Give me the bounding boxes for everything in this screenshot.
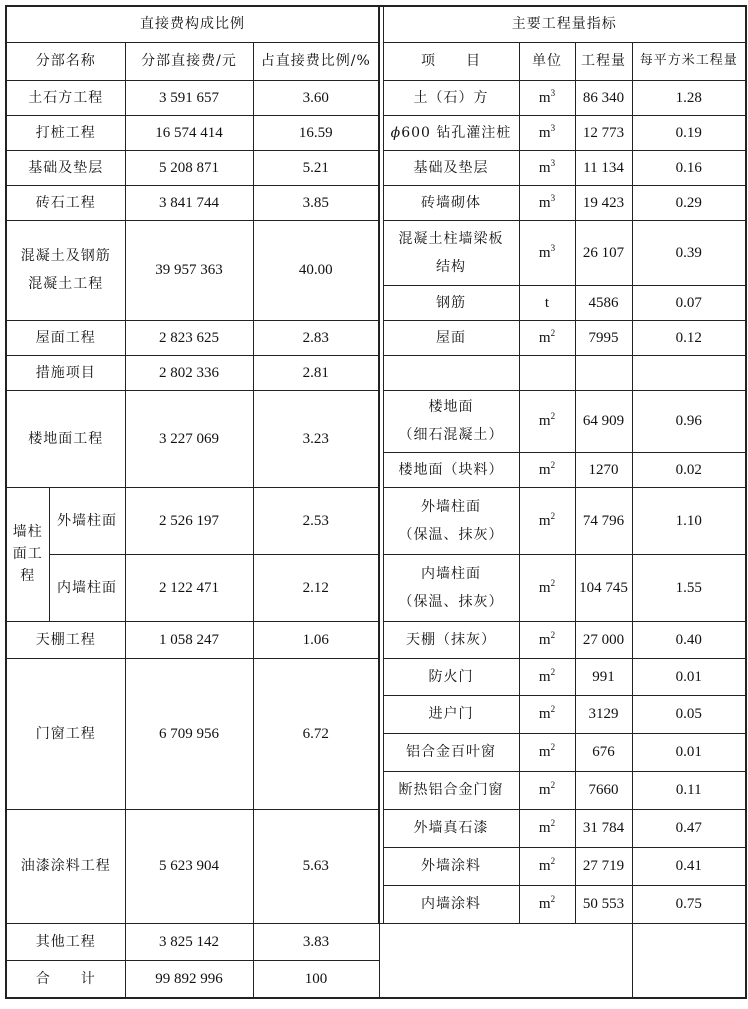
item-per-sqm: 0.11 (632, 771, 746, 809)
item-name: 防火门 (383, 658, 519, 695)
item-name: 楼地面（块料） (383, 452, 519, 487)
item-name: 土（石）方 (383, 80, 519, 115)
item-name: 断热铝合金门窗 (383, 771, 519, 809)
total-cost: 99 892 996 (125, 960, 253, 998)
table-row (6, 809, 746, 847)
item-name: 内墙柱面 （保温、抹灰） (383, 554, 519, 621)
cost-ratio: 2.81 (253, 355, 379, 390)
empty-cell (383, 355, 519, 390)
item-quantity: 50 553 (575, 885, 632, 923)
item-unit: $m^2$ (519, 320, 575, 355)
cost-ratio: 3.85 (253, 185, 379, 220)
total-label: 合 计 (6, 960, 125, 998)
division-name: 其他工程 (6, 923, 125, 960)
division-name: 打桩工程 (6, 115, 125, 150)
table-row (6, 923, 746, 960)
sub-division-name: 内墙柱面 (49, 554, 125, 621)
table-row (6, 150, 746, 185)
header-division-name: 分部名称 (6, 42, 125, 80)
empty-cell (632, 355, 746, 390)
empty-cell (575, 355, 632, 390)
division-cost: 5 623 904 (125, 809, 253, 923)
division-cost: 6 709 956 (125, 658, 253, 809)
item-unit: $m^2$ (519, 695, 575, 733)
item-unit: $m^2$ (519, 390, 575, 452)
division-cost: 3 591 657 (125, 80, 253, 115)
item-unit: $m^2$ (519, 452, 575, 487)
item-unit: $m^3$ (519, 150, 575, 185)
item-per-sqm: 0.75 (632, 885, 746, 923)
item-unit: $m^3$ (519, 220, 575, 285)
division-name: 措施项目 (6, 355, 125, 390)
item-per-sqm: 0.05 (632, 695, 746, 733)
item-unit: $m^3$ (519, 115, 575, 150)
division-cost: 39 957 363 (125, 220, 253, 320)
cost-ratio: 6.72 (253, 658, 379, 809)
item-quantity: 64 909 (575, 390, 632, 452)
item-unit: $m^2$ (519, 487, 575, 554)
division-cost: 3 841 744 (125, 185, 253, 220)
item-per-sqm: 0.29 (632, 185, 746, 220)
item-name: 外墙涂料 (383, 847, 519, 885)
item-quantity: 12 773 (575, 115, 632, 150)
cost-ratio: 40.00 (253, 220, 379, 320)
item-unit: t (519, 285, 575, 320)
item-per-sqm: 1.55 (632, 554, 746, 621)
table-row (6, 115, 746, 150)
total-ratio: 100 (253, 960, 379, 998)
division-name: 土石方工程 (6, 80, 125, 115)
item-name: ϕ600 钻孔灌注桩 (383, 115, 519, 150)
item-quantity: 27 719 (575, 847, 632, 885)
item-per-sqm: 0.02 (632, 452, 746, 487)
division-cost: 5 208 871 (125, 150, 253, 185)
item-name: 内墙涂料 (383, 885, 519, 923)
header-quantity: 工程量 (575, 42, 632, 80)
right-section-title: 主要工程量指标 (383, 6, 746, 42)
item-unit: $m^2$ (519, 771, 575, 809)
item-name: 外墙柱面 （保温、抹灰） (383, 487, 519, 554)
item-quantity: 104 745 (575, 554, 632, 621)
item-per-sqm: 1.28 (632, 80, 746, 115)
item-name: 楼地面 （细石混凝土） (383, 390, 519, 452)
item-quantity: 991 (575, 658, 632, 695)
header-unit: 单位 (519, 42, 575, 80)
wall-column-group-label: 墙柱 面工 程 (6, 487, 49, 621)
cost-ratio: 3.23 (253, 390, 379, 487)
division-name: 楼地面工程 (6, 390, 125, 487)
item-per-sqm: 0.19 (632, 115, 746, 150)
item-name: 进户门 (383, 695, 519, 733)
table-row-total (6, 960, 746, 998)
cost-ratio: 3.83 (253, 923, 379, 960)
table-row (6, 658, 746, 695)
item-quantity: 31 784 (575, 809, 632, 847)
item-name: 外墙真石漆 (383, 809, 519, 847)
item-per-sqm: 0.07 (632, 285, 746, 320)
item-unit: $m^2$ (519, 658, 575, 695)
item-per-sqm: 0.96 (632, 390, 746, 452)
item-quantity: 1270 (575, 452, 632, 487)
item-quantity: 27 000 (575, 621, 632, 658)
header-quantity-per-sqm: 每平方米工程量 (632, 42, 746, 80)
division-cost: 16 574 414 (125, 115, 253, 150)
item-quantity: 3129 (575, 695, 632, 733)
cost-table (5, 5, 747, 999)
left-section-title: 直接费构成比例 (6, 6, 379, 42)
cost-ratio: 16.59 (253, 115, 379, 150)
item-unit: $m^3$ (519, 185, 575, 220)
division-cost: 3 227 069 (125, 390, 253, 487)
item-unit: $m^3$ (519, 80, 575, 115)
item-unit: $m^2$ (519, 621, 575, 658)
division-name: 砖石工程 (6, 185, 125, 220)
division-name: 基础及垫层 (6, 150, 125, 185)
item-per-sqm: 0.01 (632, 658, 746, 695)
item-unit: $m^2$ (519, 554, 575, 621)
division-name: 屋面工程 (6, 320, 125, 355)
division-cost: 2 122 471 (125, 554, 253, 621)
item-per-sqm: 0.12 (632, 320, 746, 355)
item-name: 砖墙砌体 (383, 185, 519, 220)
division-cost: 3 825 142 (125, 923, 253, 960)
item-quantity: 74 796 (575, 487, 632, 554)
cost-ratio: 5.21 (253, 150, 379, 185)
item-quantity: 86 340 (575, 80, 632, 115)
sub-division-name: 外墙柱面 (49, 487, 125, 554)
header-cost-ratio: 占直接费比例/% (253, 42, 379, 80)
item-per-sqm: 0.41 (632, 847, 746, 885)
division-name: 油漆涂料工程 (6, 809, 125, 923)
item-name: 钢筋 (383, 285, 519, 320)
table-row (6, 487, 746, 554)
item-quantity: 7995 (575, 320, 632, 355)
division-name: 天棚工程 (6, 621, 125, 658)
table-row (6, 621, 746, 658)
item-per-sqm: 0.47 (632, 809, 746, 847)
item-quantity: 676 (575, 733, 632, 771)
table-row (6, 320, 746, 355)
empty-cell (519, 355, 575, 390)
header-item: 项 目 (383, 42, 519, 80)
table-row (6, 80, 746, 115)
item-quantity: 11 134 (575, 150, 632, 185)
item-unit: $m^2$ (519, 733, 575, 771)
engineering-cost-table (5, 5, 747, 999)
item-per-sqm: 0.01 (632, 733, 746, 771)
division-cost: 2 802 336 (125, 355, 253, 390)
table-row (6, 390, 746, 452)
item-per-sqm: 0.39 (632, 220, 746, 285)
cost-ratio: 5.63 (253, 809, 379, 923)
cost-ratio: 2.12 (253, 554, 379, 621)
item-unit: $m^2$ (519, 809, 575, 847)
table-row (6, 355, 746, 390)
item-quantity: 7660 (575, 771, 632, 809)
item-unit: $m^2$ (519, 847, 575, 885)
table-row (6, 554, 746, 621)
cost-ratio: 2.83 (253, 320, 379, 355)
item-name: 混凝土柱墙梁板 结构 (383, 220, 519, 285)
item-name: 屋面 (383, 320, 519, 355)
item-name: 铝合金百叶窗 (383, 733, 519, 771)
division-cost: 1 058 247 (125, 621, 253, 658)
empty-cell (379, 923, 632, 998)
table-row (6, 220, 746, 285)
cost-ratio: 2.53 (253, 487, 379, 554)
division-cost: 2 526 197 (125, 487, 253, 554)
item-unit: $m^2$ (519, 885, 575, 923)
item-per-sqm: 0.16 (632, 150, 746, 185)
item-quantity: 4586 (575, 285, 632, 320)
item-name: 基础及垫层 (383, 150, 519, 185)
table-row (6, 185, 746, 220)
item-per-sqm: 1.10 (632, 487, 746, 554)
division-cost: 2 823 625 (125, 320, 253, 355)
cost-ratio: 1.06 (253, 621, 379, 658)
division-name: 混凝土及钢筋 混凝土工程 (6, 220, 125, 320)
item-name: 天棚（抹灰） (383, 621, 519, 658)
cost-ratio: 3.60 (253, 80, 379, 115)
header-division-cost: 分部直接费/元 (125, 42, 253, 80)
item-quantity: 19 423 (575, 185, 632, 220)
item-quantity: 26 107 (575, 220, 632, 285)
division-name: 门窗工程 (6, 658, 125, 809)
item-per-sqm: 0.40 (632, 621, 746, 658)
